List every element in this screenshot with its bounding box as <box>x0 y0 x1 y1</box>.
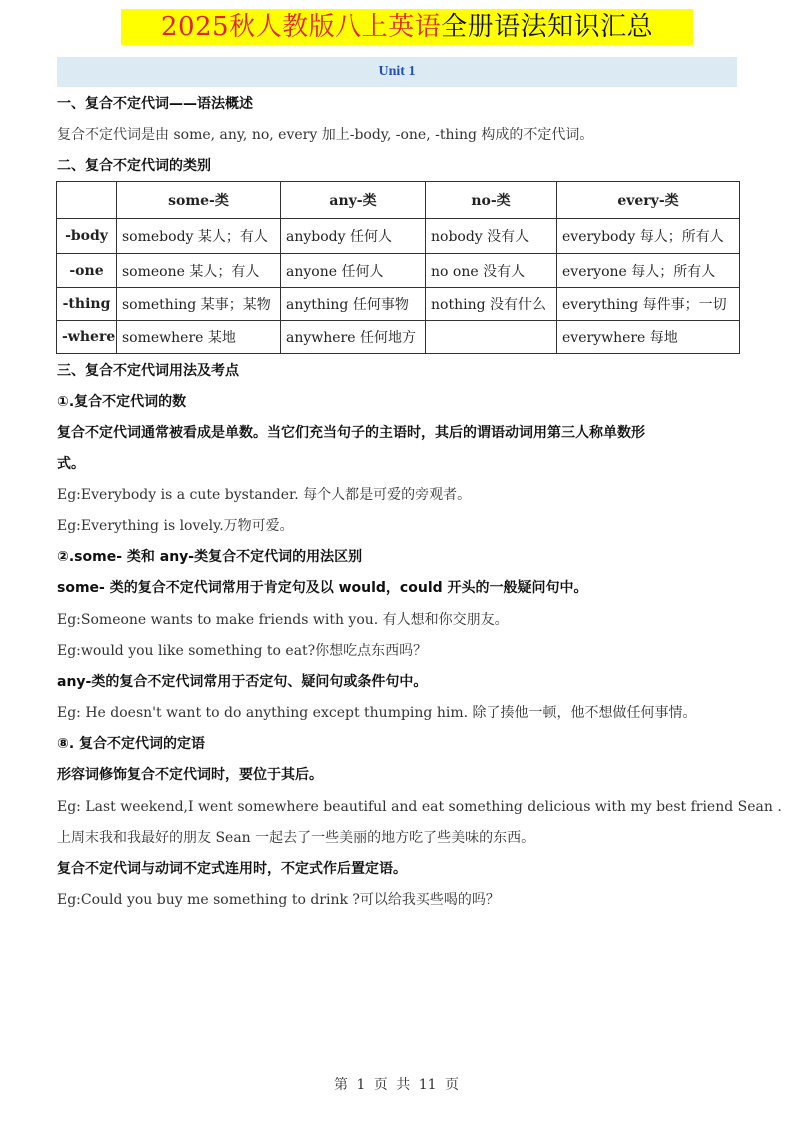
table-header-cell: some-类 <box>117 182 281 219</box>
point-1-rule-line-2: 式。 <box>57 456 85 472</box>
table-header-cell: every-类 <box>557 182 740 219</box>
point-3-example-2: Eg:Could you buy me something to drink ?可以给我买些喝的吗？ <box>57 892 500 908</box>
table-header-cell <box>57 182 117 219</box>
page-number-footer: 第 1 页 共 11 页 <box>334 1077 459 1093</box>
point-3-rule-1: 形容词修饰复合不定代词时，要位于其后。 <box>57 767 323 783</box>
table-header-cell: no-类 <box>426 182 557 219</box>
point-1-example-1: Eg:Everybody is a cute bystander. 每个人都是可爱的旁观者。 <box>57 487 472 503</box>
table-header-row <box>57 182 740 219</box>
table-cell: nobody 没有人 <box>426 219 557 254</box>
table-cell: someone 某人；有人 <box>117 254 281 288</box>
table-cell: somebody 某人；有人 <box>117 219 281 254</box>
table-cell: everything 每件事；一切 <box>557 288 740 321</box>
table-row-label: -thing <box>57 288 117 321</box>
table-cell: something 某事；某物 <box>117 288 281 321</box>
table-cell: no one 没有人 <box>426 254 557 288</box>
point-3-rule-2: 复合不定代词与动词不定式连用时，不定式作后置定语。 <box>57 861 407 877</box>
point-2-example-2: Eg:would you like something to eat?你想吃点东西吗？ <box>57 643 428 659</box>
point-1-rule-line-1: 复合不定代词通常被看成是单数。当它们充当句子的主语时，其后的谓语动词用第三人称单数形 <box>57 425 645 441</box>
point-3-heading: ⑧. 复合不定代词的定语 <box>57 736 206 752</box>
title-red-part: 2025秋人教版八上英语 <box>160 12 442 42</box>
title-black-part: 全册语法知识汇总 <box>441 12 654 42</box>
document-title <box>121 9 693 45</box>
point-2-rule-1: some- 类的复合不定代词常用于肯定句及以 would，could 开头的一般疑问句中。 <box>57 580 588 596</box>
section-1-text: 复合不定代词是由 some, any, no, every 加上-body, -one, -thing 构成的不定代词。 <box>57 127 594 143</box>
point-2-example-1: Eg:Someone wants to make friends with you. 有人想和你交朋友。 <box>57 612 509 628</box>
table-header-cell: any-类 <box>281 182 426 219</box>
point-2-rule-2: any-类的复合不定代词常用于否定句、疑问句或条件句中。 <box>57 674 428 690</box>
table-cell: everybody 每人；所有人 <box>557 219 740 254</box>
section-3-heading: 三、复合不定代词用法及考点 <box>57 363 239 379</box>
table-row <box>57 321 740 354</box>
table-cell: everyone 每人；所有人 <box>557 254 740 288</box>
section-2-heading: 二、复合不定代词的类别 <box>57 158 211 174</box>
point-2-example-3: Eg: He doesn't want to do anything except thumping him. 除了揍他一顿，他不想做任何事情。 <box>57 705 697 721</box>
section-1-heading: 一、复合不定代词——语法概述 <box>57 96 253 112</box>
table-row-label: -where <box>57 321 117 354</box>
table-cell: anything 任何事物 <box>281 288 426 321</box>
table-cell: nothing 没有什么 <box>426 288 557 321</box>
table-cell: everywhere 每地 <box>557 321 740 354</box>
table-cell: somewhere 某地 <box>117 321 281 354</box>
table-row <box>57 254 740 288</box>
table-cell: anybody 任何人 <box>281 219 426 254</box>
table-cell: anyone 任何人 <box>281 254 426 288</box>
pronoun-table <box>56 181 740 354</box>
table-cell <box>426 321 557 354</box>
table-row <box>57 288 740 321</box>
table-cell: anywhere 任何地方 <box>281 321 426 354</box>
table-row <box>57 219 740 254</box>
point-1-example-2: Eg:Everything is lovely.万物可爱。 <box>57 518 294 534</box>
point-3-example-1: Eg: Last weekend,I went somewhere beautiful and eat something delicious with my best friend Sean . <box>57 799 782 815</box>
point-2-heading: ②.some- 类和 any-类复合不定代词的用法区别 <box>57 549 363 565</box>
unit-header: Unit 1 <box>57 57 737 87</box>
point-3-example-1-translation: 上周末我和我最好的朋友 Sean 一起去了一些美丽的地方吃了些美味的东西。 <box>57 830 536 846</box>
point-1-heading: ①.复合不定代词的数 <box>57 394 187 410</box>
table-row-label: -body <box>57 219 117 254</box>
table-row-label: -one <box>57 254 117 288</box>
